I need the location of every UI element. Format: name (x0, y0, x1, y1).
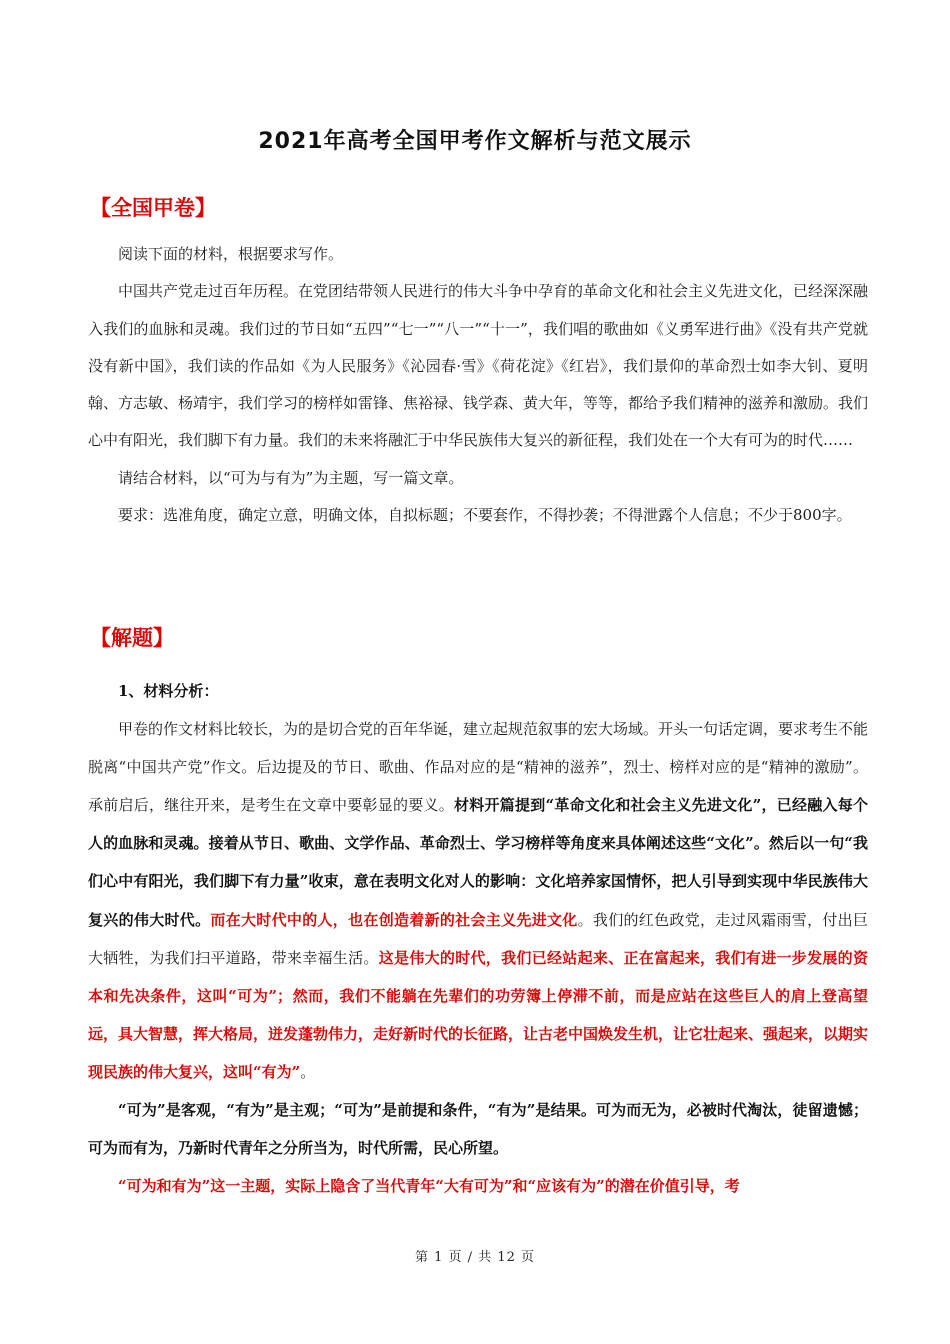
analysis-block (88, 672, 868, 1205)
analysis-text-plain-1: 甲卷的作文材料比较长，为的是切合党的百年华诞，建立起规范叙事的宏大场域。开头一句话定调，要求考生不能脱离“中国共产党”作文。后边提及的节日、歌曲、作品对应的是“精神的滋养”，烈士、榜样对应的是“精神的激励”。承前启后，继往开来，是考生在文章中要彰显的要义。 (88, 720, 869, 815)
prompt-material: 中国共产党走过百年历程。在党团结带领人民进行的伟大斗争中孕育的革命文化和社会主义先进文化，已经深深融入我们的血脉和灵魂。我们过的节日如“五四”“七一”“八一”“十一”，我们唱的歌曲如《义勇军进行曲》《没有共产党就没有新中国》，我们读的作品如《为人民服务》《沁园春·雪》《荷花淀》《红岩》，我们景仰的革命烈士如李大钊、夏明翰、方志敏、杨靖宇，我们学习的榜样如雷锋、焦裕禄、钱学森、黄大年，等等，都给予我们精神的滋养和激励。我们心中有阳光，我们脚下有力量。我们的未来将融汇于中华民族伟大复兴的新征程，我们处在一个大有可为的时代…… (88, 282, 869, 450)
analysis-text-red-2: 这是伟大的时代，我们已经站起来、正在富起来，我们有进一步发展的资本和先决条件，这叫“可为”；然而，我们不能躺在先辈们的功劳簿上停滞不前，而是应站在这些巨人的肩上登高望远，具大智慧，挥大格局，迸发蓬勃伟力，走好新时代的长征路，让古老中国焕发生机，让它壮起来、强起来，以期实现民族的伟大复兴，这叫“有为” (88, 948, 869, 1081)
analysis-text-bold-1: 材料开篇提到“革命文化和社会主义先进文化”，已经融入每个人的血脉和灵魂。接着从节日、歌曲、文学作品、革命烈士、学习榜样等角度来具体阐述这些“文化”。然后以一句“我们心中有阳光，我们脚下有力量”收束，意在表明文化对人的影响：文化培养家国情怀，把人引导到实现中华民族伟大复兴的伟大时代。 (88, 796, 868, 929)
prompt-intro: 阅读下面的材料，根据要求写作。 (118, 245, 344, 263)
analysis-paragraph-2: “可为”是客观，“有为”是主观；“可为”是前提和条件，“有为”是结果。可为而无为，必被时代淘汰，徒留遗憾；可为而有为，乃新时代青年之分所当为，时代所需，民心所望。 (88, 1101, 868, 1158)
analysis-paragraph-1 (88, 710, 868, 1091)
prompt-block (88, 236, 868, 534)
page-title: 2021年高考全国甲考作文解析与范文展示 (258, 129, 692, 154)
prompt-requirements: 要求：选准角度，确定立意，明确文体，自拟标题；不要套作，不得抄袭；不得泄露个人信息；不少于800字。 (118, 506, 852, 525)
analysis-text-plain-3: 。 (300, 1062, 316, 1081)
prompt-task: 请结合材料，以“可为与有为”为主题，写一篇文章。 (118, 468, 464, 487)
analysis-text-red-1: 而在大时代中的人，也在创造着新的社会主义先进文化 (210, 910, 578, 929)
page-footer: 第 1 页 / 共 12 页 (415, 1250, 535, 1265)
section-heading-analysis: 【解题】 (90, 626, 174, 650)
analysis-subheading: 1、材料分析： (118, 682, 219, 700)
analysis-paragraph-3: “可为和有为”这一主题，实际上隐含了当代青年“大有可为”和“应该有为”的潜在价值引导，考 (118, 1177, 740, 1196)
section-heading-paper: 【全国甲卷】 (90, 196, 216, 220)
analysis-text-plain-2: 。我们的红色政党，走过风霜雨雪，付出巨大牺牲，为我们扫平道路，带来幸福生活。 (88, 910, 868, 967)
